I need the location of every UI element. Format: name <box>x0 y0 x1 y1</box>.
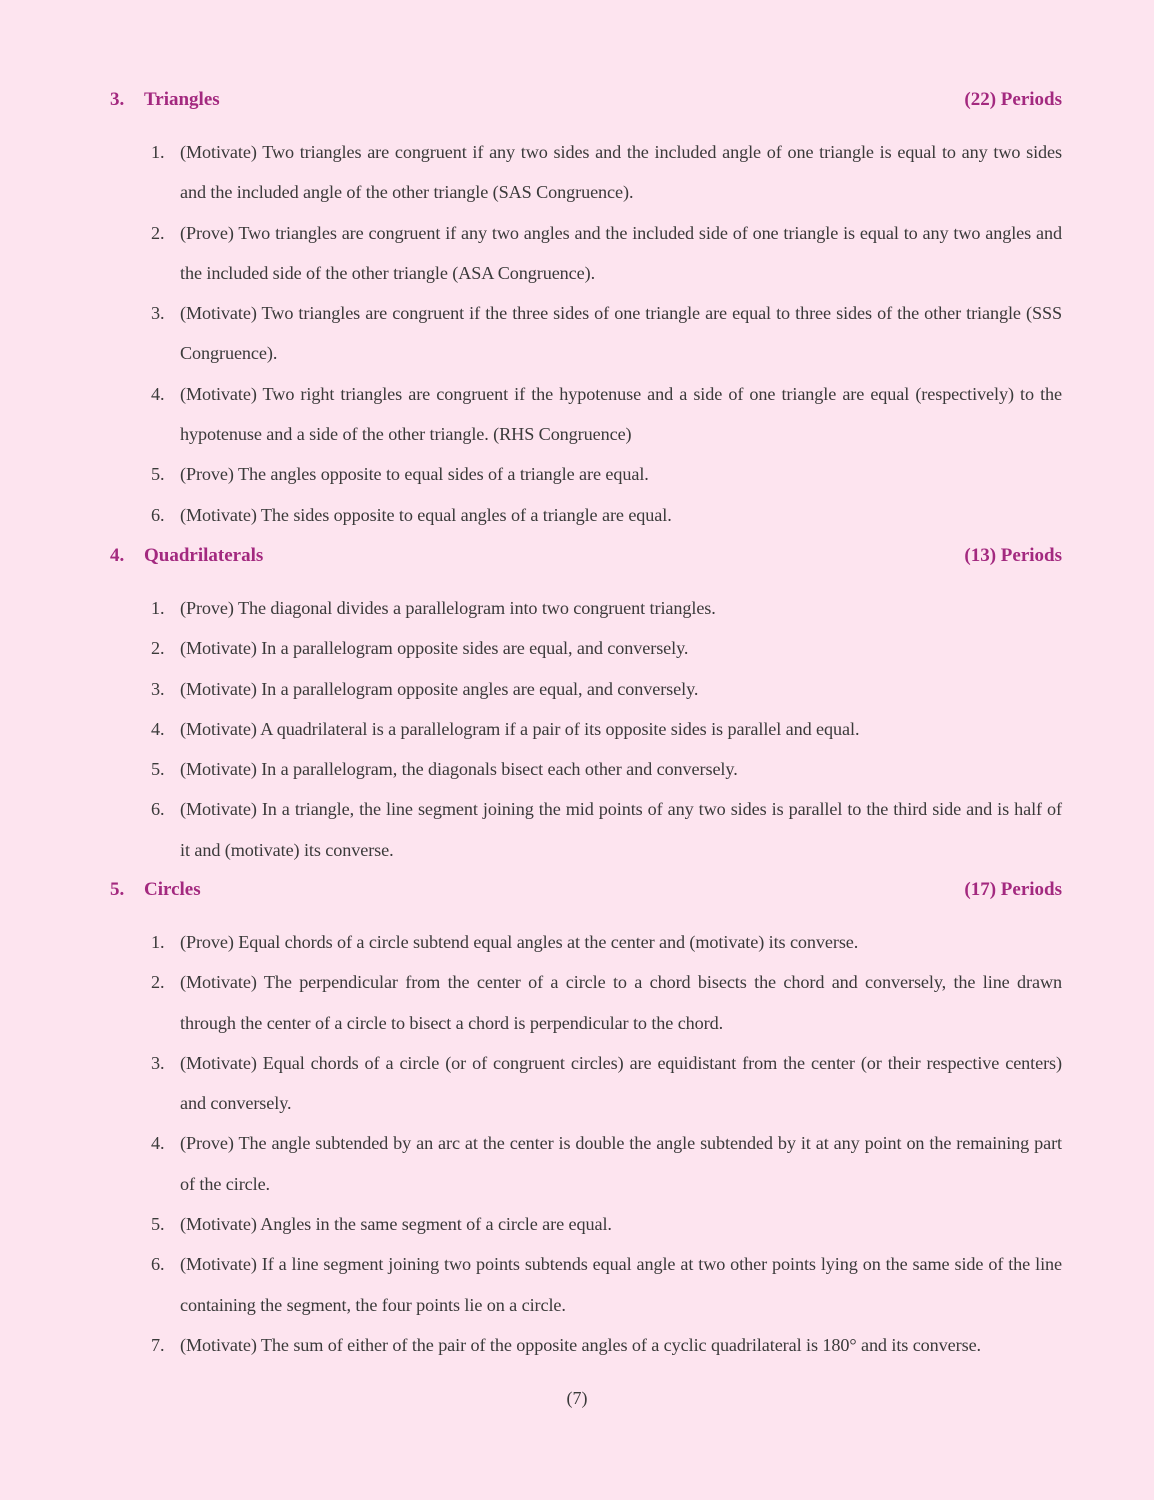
item-text: (Motivate) In a parallelogram opposite angles are equal, and conversely. <box>180 678 699 699</box>
item-number: 4. <box>151 383 165 404</box>
list-item <box>110 922 1062 962</box>
item-number: 5. <box>151 464 165 485</box>
item-text: (Motivate) Two triangles are congruent if the three sides of one triangle are equal to three sides of the other triangle (SSS Congruence). <box>180 303 1062 364</box>
list-item <box>110 1244 1062 1325</box>
item-number: 3. <box>151 1052 165 1073</box>
list-item <box>110 669 1062 709</box>
section-periods: (17) Periods <box>964 879 1062 900</box>
item-number: 2. <box>151 972 165 993</box>
item-text: (Motivate) If a line segment joining two points subtends equal angle at two other points lying on the same side of the line containing the segment, the four points lie on a circle. <box>180 1254 1062 1315</box>
item-text: (Motivate) A quadrilateral is a parallelogram if a pair of its opposite sides is parallel and equal. <box>180 718 860 739</box>
section-number: 3. <box>110 89 125 110</box>
item-text: (Motivate) In a parallelogram, the diagonals bisect each other and conversely. <box>180 759 738 780</box>
item-text: (Motivate) Equal chords of a circle (or of congruent circles) are equidistant from the center (or their respective centers) and conversely. <box>180 1052 1062 1114</box>
item-text: (Prove) Two triangles are congruent if any two angles and the included side of one triangle is equal to any two angles and the included side of the other triangle (ASA Congruence). <box>180 222 1062 283</box>
section-title: Circles <box>144 879 201 900</box>
item-number: 1. <box>151 932 165 952</box>
item-text: (Motivate) In a parallelogram opposite sides are equal, and conversely. <box>180 638 689 659</box>
item-text: (Prove) The angles opposite to equal sides of a triangle are equal. <box>180 464 649 485</box>
item-number: 6. <box>151 1254 165 1275</box>
item-list <box>110 922 1062 1365</box>
list-item <box>110 588 1062 628</box>
list-item <box>110 962 1062 1043</box>
section-periods: (22) Periods <box>964 89 1062 110</box>
item-number: 3. <box>151 678 165 699</box>
item-number: 1. <box>151 598 165 618</box>
item-number: 4. <box>151 718 165 739</box>
list-item <box>110 628 1062 668</box>
item-number: 3. <box>151 303 165 324</box>
item-number: 4. <box>151 1133 165 1154</box>
item-number: 6. <box>151 504 165 525</box>
item-text: (Motivate) The sum of either of the pair of the opposite angles of a cyclic quadrilateral is 180° and its converse. <box>180 1334 981 1355</box>
item-text: (Motivate) Angles in the same segment of a circle are equal. <box>180 1214 612 1235</box>
item-number: 1. <box>151 142 165 162</box>
section-circles <box>110 876 1062 1365</box>
section-heading <box>110 542 1062 570</box>
item-number: 5. <box>151 1214 165 1235</box>
section-heading <box>110 876 1062 904</box>
item-number: 2. <box>151 638 165 659</box>
section-number: 5. <box>110 879 125 900</box>
list-item <box>110 495 1062 535</box>
item-text: (Motivate) The perpendicular from the center of a circle to a chord bisects the chord and conversely, the line drawn through the center of a circle to bisect a chord is perpendicular to the chord. <box>180 972 1062 1033</box>
section-heading <box>110 86 1062 114</box>
item-text: (Prove) Equal chords of a circle subtend equal angles at the center and (motivate) its converse. <box>180 932 859 952</box>
item-list <box>110 588 1062 870</box>
item-text: (Motivate) Two right triangles are congruent if the hypotenuse and a side of one triangle are equal (respectively) to the hypotenuse and a side of the other triangle. (RHS Congruence) <box>180 383 1062 445</box>
item-text: (Motivate) The sides opposite to equal angles of a triangle are equal. <box>180 504 672 525</box>
list-item <box>110 1043 1062 1124</box>
list-item <box>110 132 1062 213</box>
section-periods: (13) Periods <box>964 545 1062 566</box>
list-item <box>110 1325 1062 1365</box>
list-item <box>110 293 1062 374</box>
item-text: (Motivate) In a triangle, the line segment joining the mid points of any two sides is parallel to the third side and is half of it and (motivate) its converse. <box>180 799 1062 860</box>
list-item <box>110 709 1062 749</box>
item-text: (Prove) The angle subtended by an arc at the center is double the angle subtended by it at any point on the remaining part of the circle. <box>180 1133 1062 1194</box>
section-number: 4. <box>110 545 125 566</box>
list-item <box>110 454 1062 494</box>
item-number: 6. <box>151 799 165 820</box>
section-quadrilaterals <box>110 542 1062 870</box>
section-title: Triangles <box>144 89 220 110</box>
page-number: (7) <box>566 1388 588 1408</box>
item-text: (Prove) The diagonal divides a parallelogram into two congruent triangles. <box>180 598 716 618</box>
list-item <box>110 213 1062 294</box>
item-list <box>110 132 1062 535</box>
list-item <box>110 749 1062 789</box>
item-number: 2. <box>151 222 165 243</box>
list-item <box>110 374 1062 455</box>
item-number: 7. <box>151 1334 165 1355</box>
item-number: 5. <box>151 759 165 780</box>
list-item <box>110 1204 1062 1244</box>
item-text: (Motivate) Two triangles are congruent if any two sides and the included angle of one triangle is equal to any two sides and the included angle of the other triangle (SAS Congruence). <box>180 142 1062 203</box>
section-title: Quadrilaterals <box>144 545 264 566</box>
list-item <box>110 789 1062 870</box>
list-item <box>110 1123 1062 1204</box>
section-triangles <box>110 86 1062 535</box>
